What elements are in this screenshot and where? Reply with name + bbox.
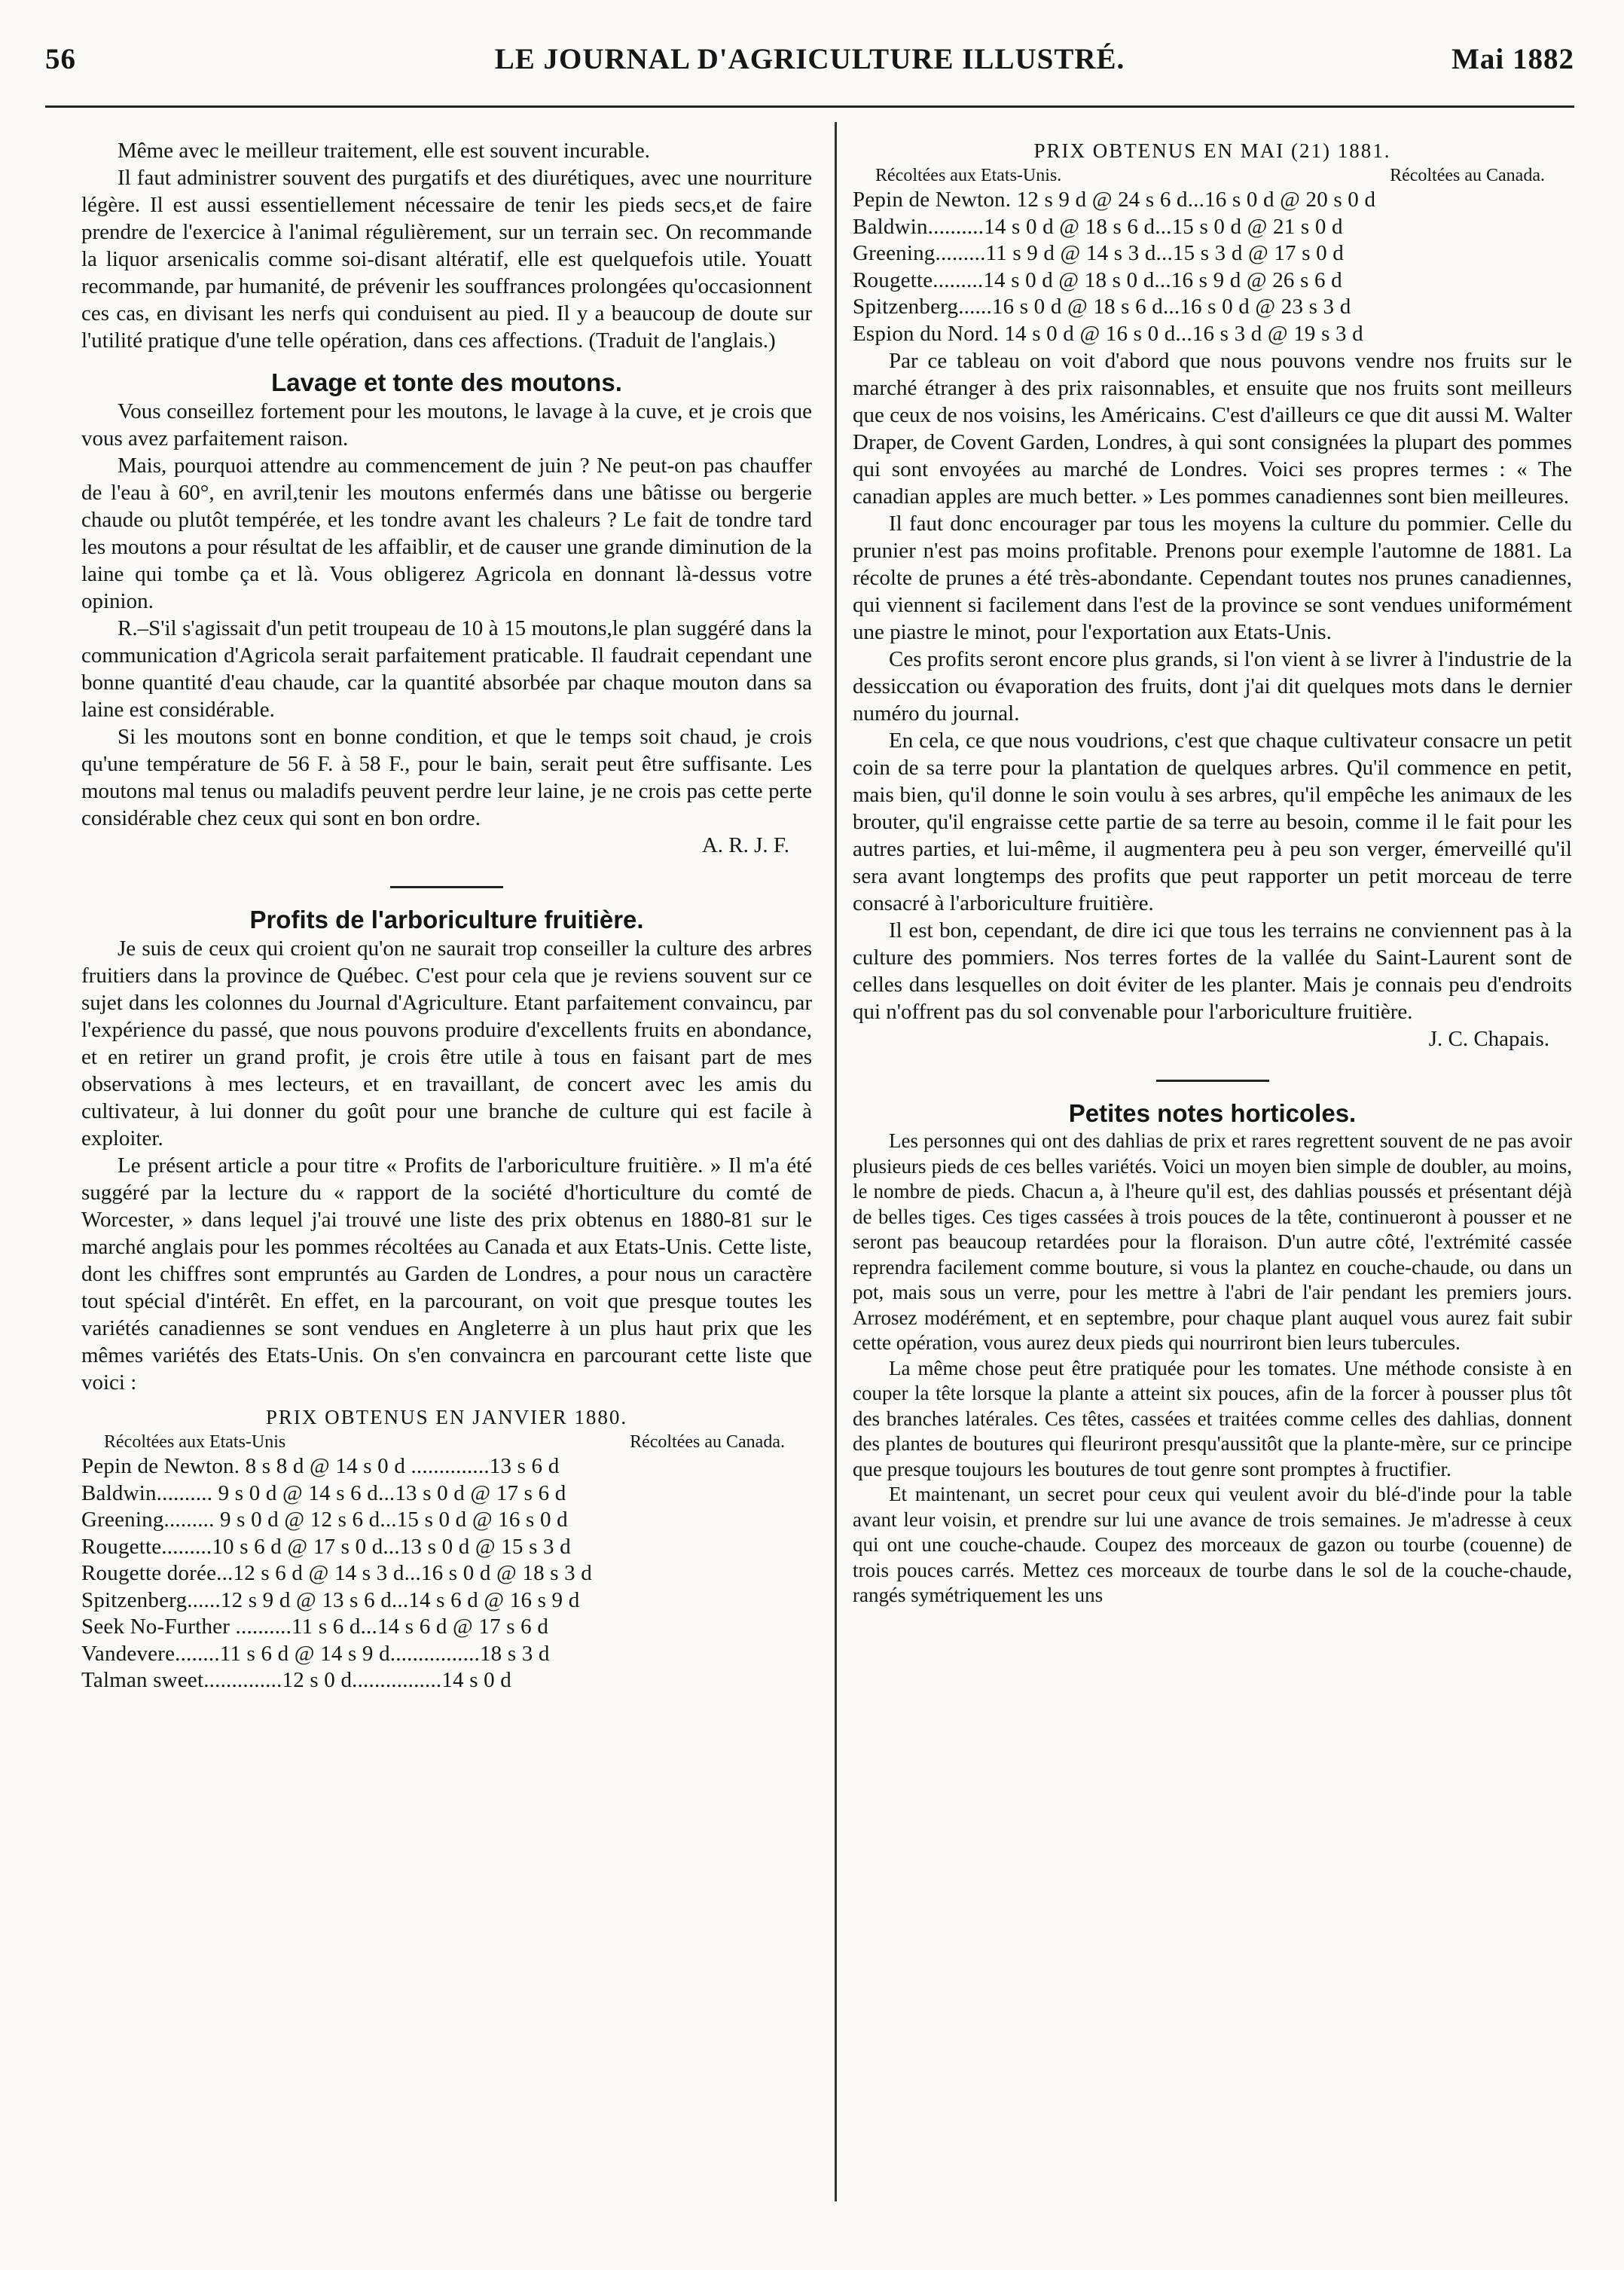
table-row: Rougette dorée...12 s 6 d @ 14 s 3 d...16 s 0 d @ 18 s 3 d (81, 1561, 593, 1585)
article-paragraph: Si les moutons sont en bonne condition, et que le temps soit chaud, je crois qu'une température de 56 F. à 58 F., pour le bain, serait peut être suffisante. Les moutons mal tenus ou maladifs peuvent perdre leur laine, je ne crois pas cette perte considérable chez ceux qui sont en bon ordre. (81, 725, 812, 830)
section-rule (1156, 1080, 1269, 1082)
table-header (81, 1431, 812, 1453)
article-paragraph: Mais, pourquoi attendre au commencement de juin ? Ne peut-on pas chauffer de l'eau à 60°, en avril,tenir les moutons enfermés dans une bâtisse ou bergerie chaude ou plutôt tempérée, et les tondre avant les chaleurs ? Le fait de tondre tard les moutons a pour résultat de les affaiblir, et de causer une grande diminution de la laine qui tombe ça et là. Vous obligerez Agricola en donnant là-dessus votre opinion. (81, 454, 812, 613)
col-ca: Récoltées au Canada. (630, 1432, 785, 1452)
table-row: Rougette.........10 s 6 d @ 17 s 0 d...13 s 0 d @ 15 s 3 d (81, 1534, 571, 1559)
article-paragraph: Les personnes qui ont des dahlias de prix et rares regrettent souvent de ne pas avoir plusieurs pieds de ces belles variétés. Voici un moyen bien simple de doubler, au moins, le nombre de pieds. Chacun a, à l'heure qu'il est, des dahlias poussés et présentant déjà de belles tiges. Ces tiges cassées à trois pouces de la tête, continueront à pousser et ne seront pas beaucoup retardées pour la floraison. D'un autre côté, l'extrémité cassée reprendra facilement comme bouture, si vous la plantez en couche-chaude, ou dans un pot, mais sous un verre, pour les mettre à l'abri de l'air pendant les premiers jours. Arrosez modérément, et en septembre, pour chaque plant auquel vous aurez fait subir cette opération, vous aurez deux pieds qui nourriront bien leurs tubercules. (853, 1129, 1572, 1354)
right-column (853, 137, 1572, 1609)
table-row: Espion du Nord. 14 s 0 d @ 16 s 0 d...16 s 3 d @ 19 s 3 d (853, 321, 1363, 346)
article-paragraph: R.–S'il s'agissait d'un petit troupeau de 10 à 15 moutons,le plan suggéré dans la communication d'Agricola serait parfaitement praticable. Il faudrait cependant une bonne quantité d'eau chaude, car la quantité absorbée par chaque mouton dans sa laine est considérable. (81, 616, 812, 722)
journal-title: LE JOURNAL D'AGRICULTURE ILLUSTRÉ. (494, 43, 1125, 75)
article-paragraph: Par ce tableau on voit d'abord que nous pouvons vendre nos fruits sur le marché étranger à des prix raisonnables, et ensuite que nos fruits sont meilleurs que ceux de nos voisins, les Américains. C'est d'ailleurs ce que dit aussi M. Walter Draper, de Covent Garden, Londres, à qui sont consignées la plupart des pommes qui sont envoyées au marché de Londres. Voici ses propres termes : « The canadian apples are much better. » Les pommes canadiennes sont bien meilleures. (853, 349, 1572, 509)
article-paragraph: Il est bon, cependant, de dire ici que tous les terrains ne conviennent pas à la culture des pommiers. Nos terres fortes de la vallée du Saint-Laurent sont de celles dans lesquelles on doit éviter de les planter. Mais je connais peu d'endroits qui n'offrent pas du sol convenable pour l'arboriculture fruitière. (853, 918, 1572, 1024)
article-title-profits: Profits de l'arboriculture fruitière. (249, 906, 644, 933)
table-row: Pepin de Newton. 12 s 9 d @ 24 s 6 d...16 s 0 d @ 20 s 0 d (853, 188, 1376, 212)
table-row: Spitzenberg......16 s 0 d @ 18 s 6 d...16 s 0 d @ 23 s 3 d (853, 295, 1351, 319)
article-paragraph: Je suis de ceux qui croient qu'on ne saurait trop conseiller la culture des arbres fruitiers dans la province de Québec. C'est pour cela que je reviens souvent sur ce sujet dans les colonnes du Journal d'Agriculture. Etant parfaitement convaincu, par l'expérience du passé, que nous pouvons produire d'excellents fruits en abondance, et en retirer un grand profit, je crois être utile à tous en faisant part de mes observations à mes lecteurs, et en travaillant, de concert avec les amis du cultivateur, à lui donner du goût pour une branche de culture qui est facile à exploiter. (81, 936, 812, 1150)
article-paragraph: En cela, ce que nous voudrions, c'est que chaque cultivateur consacre un petit coin de sa terre pour la plantation de quelques arbres. Qu'il commence en petit, mais bien, qu'il donne le soin voulu à ses arbres, qu'il empêche les animaux de les brouter, qu'il engraisse cette partie de sa terre au besoin, comme il le fait pour les autres parties, et lui-même, il augmentera peu à peu son verger, émerveillé qu'il sera avant longtemps des profits que peut rapporter un petit morceau de terre consacré à l'arboriculture fruitière. (853, 729, 1572, 915)
page-header (45, 42, 1574, 81)
table-row: Baldwin.......... 9 s 0 d @ 14 s 6 d...13 s 0 d @ 17 s 6 d (81, 1480, 566, 1505)
article-paragraph: Et maintenant, un secret pour ceux qui veulent avoir du blé-d'inde pour la table avant leur voisin, et prendre sur lui une avance de trois semaines. Je m'adresse à ceux qui ont une couche-chaude. Coupez des morceaux de gazon ou tourbe (couenne) de trois pouces carrés. Mettez ces morceaux de tourbe dans le sol de la couche-chaude, rangés symétriquement les uns (853, 1483, 1572, 1606)
column-divider (835, 122, 837, 2201)
article-paragraph: Ces profits seront encore plus grands, si l'on vient à se livrer à l'industrie de la dessiccation ou évaporation des fruits, dont j'ai dit quelques mots dans le dernier numéro du journal. (853, 647, 1572, 726)
table-row: Baldwin..........14 s 0 d @ 18 s 6 d...15 s 0 d @ 21 s 0 d (853, 214, 1343, 239)
col-ca: Récoltées au Canada. (1390, 166, 1545, 185)
issue-date: Mai 1882 (1452, 43, 1574, 75)
table-row: Vandevere........11 s 6 d @ 14 s 9 d................18 s 3 d (81, 1641, 550, 1666)
page-number: 56 (45, 43, 76, 75)
article-paragraph: La même chose peut être pratiquée pour les tomates. Une méthode consiste à en couper la tête lorsque la plante a atteint six pouces, afin de la forcer à pousser plus tôt des branches latérales. Ces têtes, cassées et traitées comme celles des dahlias, donnent des plantes de boutures qui fleuriront presqu'aussitôt que la plante-mère, sur ce principe que presque toujours les boutures de tout genre sont promptes à fructifier. (853, 1356, 1572, 1480)
header-rule (45, 105, 1574, 108)
table-header (853, 164, 1572, 187)
table-row: Talman sweet..............12 s 0 d................14 s 0 d (81, 1668, 511, 1692)
article-signature: A. R. J. F. (701, 833, 789, 857)
article-signature: J. C. Chapais. (1428, 1027, 1549, 1051)
table-row: Greening.........11 s 9 d @ 14 s 3 d...15 s 3 d @ 17 s 0 d (853, 241, 1344, 265)
article-paragraph: Il faut donc encourager par tous les moyens la culture du pommier. Celle du prunier n'est pas moins profitable. Prenons pour exemple l'automne de 1881. La récolte de prunes a été très-abondante. Cependant toutes nos prunes canadiennes, qui viennent si facilement dans l'est de la province se sont vendues uniformément une piastre le minot, pour l'exportation aux Etats-Unis. (853, 512, 1572, 644)
article-title-petites-notes: Petites notes horticoles. (1068, 1099, 1357, 1127)
table-row: Pepin de Newton. 8 s 8 d @ 14 s 0 d ..............13 s 6 d (81, 1454, 560, 1478)
col-us: Récoltées aux Etats-Unis (104, 1432, 286, 1452)
table-row: Spitzenberg......12 s 9 d @ 13 s 6 d...14 s 6 d @ 16 s 9 d (81, 1587, 580, 1612)
intro-paragraph: Il faut administrer souvent des purgatifs et des diurétiques, avec une nourriture légère. Il est aussi essentiellement nécessaire de tenir les pieds secs,et de faire prendre de l'exercice à l'animal régulièrement, sur un terrain sec. On recommande la liquor arsenicalis comme soi-disant altératif, elle est quelquefois utile. Youatt recommande, par humanité, de prévenir les souffrances prolongées qu'occasionnent ces cas, en divisant les nerfs qui conduisent au pied. Il y a beaucoup de doute sur l'utilité pratique d'une telle opération, dans ces affections. (Traduit de l'anglais.) (81, 166, 812, 353)
section-rule (390, 886, 503, 888)
col-us: Récoltées aux Etats-Unis. (875, 166, 1062, 185)
table-title-may: PRIX OBTENUS EN MAI (21) 1881. (1033, 139, 1391, 162)
left-column (81, 137, 812, 1694)
table-row: Greening......... 9 s 0 d @ 12 s 6 d...15 s 0 d @ 16 s 0 d (81, 1508, 568, 1532)
table-row: Seek No-Further ..........11 s 6 d...14 s 6 d @ 17 s 6 d (81, 1615, 549, 1639)
table-title-jan: PRIX OBTENUS EN JANVIER 1880. (265, 1406, 628, 1428)
table-row: Rougette.........14 s 0 d @ 18 s 0 d...16 s 9 d @ 26 s 6 d (853, 267, 1342, 292)
article-paragraph: Vous conseillez fortement pour les moutons, le lavage à la cuve, et je crois que vous avez parfaitement raison. (81, 399, 812, 451)
article-paragraph: Le présent article a pour titre « Profits de l'arboriculture fruitière. » Il m'a été suggéré par la lecture du « rapport de la société d'horticulture du comté de Worcester, » dans lequel j'ai trouvé une liste des prix obtenus en 1880-81 sur le marché anglais pour les pommes récoltées au Canada et aux Etats-Unis. Cette liste, dont les chiffres sont empruntés au Garden de Londres, a pour nous un caractère tout spécial d'intérêt. En effet, en la parcourant, on voit que presque toutes les variétés canadiennes se sont vendues en Angleterre à un plus haut prix que les mêmes variétés des Etats-Unis. On s'en convaincra en parcourant cette liste que voici : (81, 1153, 812, 1395)
intro-paragraph: Même avec le meilleur traitement, elle est souvent incurable. (118, 139, 650, 163)
article-title-lavage: Lavage et tonte des moutons. (271, 368, 622, 396)
